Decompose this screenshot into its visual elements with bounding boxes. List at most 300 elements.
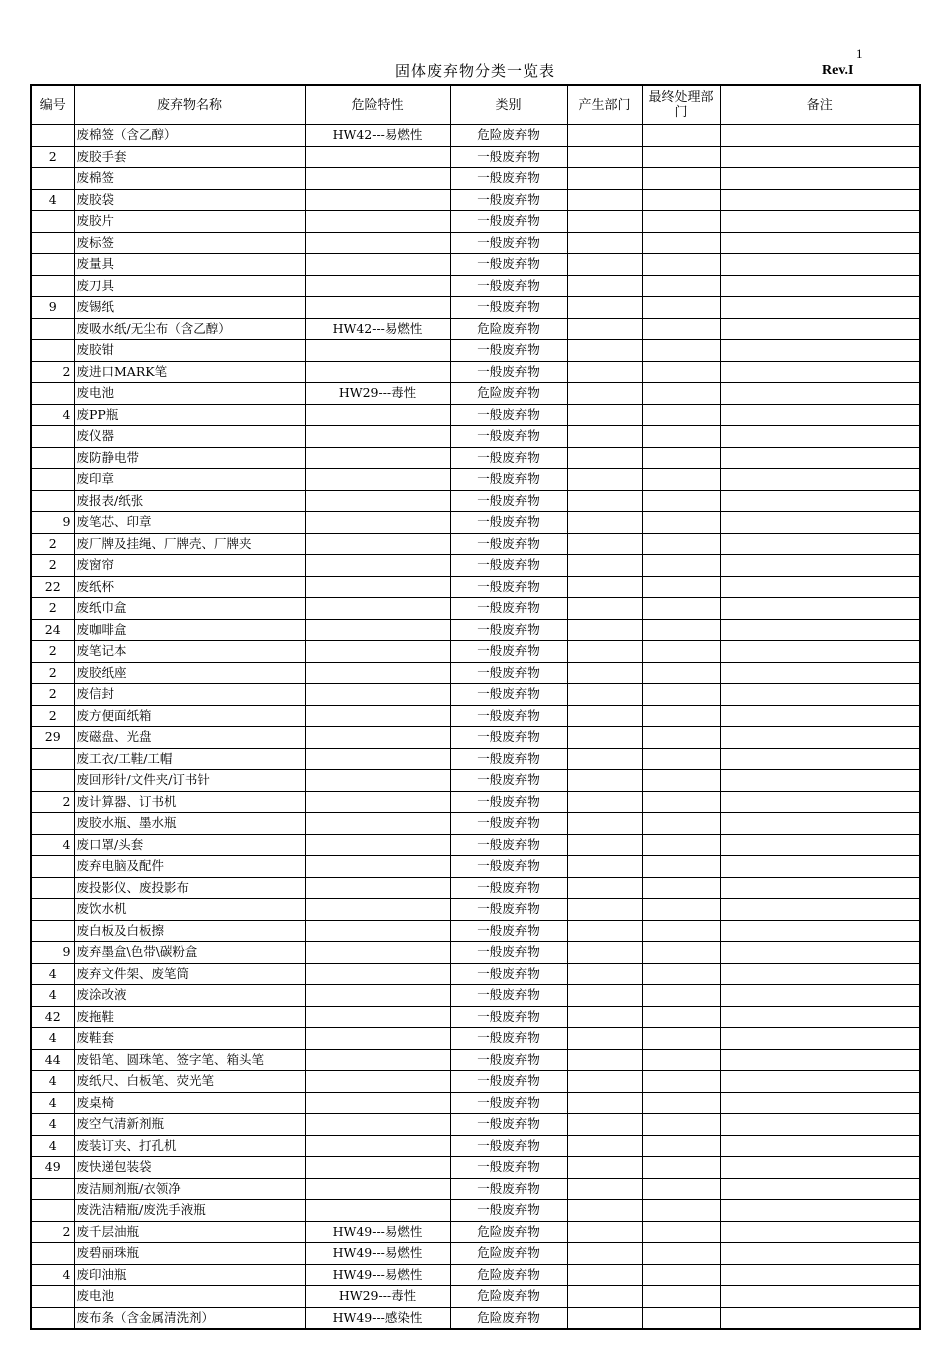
remarks: [720, 1028, 920, 1050]
waste-name: 废口罩/头套: [74, 834, 305, 856]
row-number: [31, 770, 74, 792]
producing-dept: [567, 1178, 642, 1200]
table-row: [31, 512, 920, 534]
header-row: [31, 85, 920, 125]
row-number: 2: [31, 662, 74, 684]
final-dept: [642, 1243, 720, 1265]
table-row: [31, 1264, 920, 1286]
row-number: [31, 469, 74, 491]
row-number: [31, 125, 74, 147]
hazard-property: [305, 404, 450, 426]
waste-name: 废防静电带: [74, 447, 305, 469]
waste-category: 一般废弃物: [450, 985, 567, 1007]
final-dept: [642, 318, 720, 340]
row-number: 2: [31, 146, 74, 168]
hazard-property: [305, 447, 450, 469]
hazard-property: [305, 856, 450, 878]
page-number: 1: [856, 46, 863, 61]
final-dept: [642, 211, 720, 233]
remarks: [720, 469, 920, 491]
row-number: [31, 447, 74, 469]
table-row: [31, 1243, 920, 1265]
final-dept: [642, 748, 720, 770]
hazard-property: [305, 490, 450, 512]
remarks: [720, 813, 920, 835]
final-dept: [642, 1157, 720, 1179]
waste-category: 一般废弃物: [450, 1028, 567, 1050]
producing-dept: [567, 555, 642, 577]
final-dept: [642, 447, 720, 469]
final-dept: [642, 146, 720, 168]
row-number: [31, 383, 74, 405]
waste-name: 废洁厕剂瓶/衣领净: [74, 1178, 305, 1200]
hazard-property: [305, 533, 450, 555]
final-dept: [642, 361, 720, 383]
hazard-property: [305, 469, 450, 491]
final-dept: [642, 490, 720, 512]
producing-dept: [567, 318, 642, 340]
hazard-property: [305, 297, 450, 319]
header-dept: 产生部门: [567, 85, 642, 125]
waste-name: 废胶片: [74, 211, 305, 233]
final-dept: [642, 512, 720, 534]
table-row: [31, 1092, 920, 1114]
remarks: [720, 404, 920, 426]
final-dept: [642, 404, 720, 426]
row-number: 24: [31, 619, 74, 641]
waste-category: 一般废弃物: [450, 684, 567, 706]
producing-dept: [567, 598, 642, 620]
final-dept: [642, 1135, 720, 1157]
waste-name: 废弃文件架、废笔筒: [74, 963, 305, 985]
row-number: 42: [31, 1006, 74, 1028]
row-number: 4: [31, 1071, 74, 1093]
waste-name: 废铅笔、圆珠笔、签字笔、箱头笔: [74, 1049, 305, 1071]
producing-dept: [567, 1049, 642, 1071]
final-dept: [642, 1114, 720, 1136]
remarks: [720, 1071, 920, 1093]
hazard-property: [305, 211, 450, 233]
table-row: [31, 705, 920, 727]
hazard-property: [305, 555, 450, 577]
waste-name: 废胶纸座: [74, 662, 305, 684]
producing-dept: [567, 447, 642, 469]
waste-name: 废胶水瓶、墨水瓶: [74, 813, 305, 835]
final-dept: [642, 920, 720, 942]
producing-dept: [567, 383, 642, 405]
table-row: [31, 1178, 920, 1200]
table-row: [31, 469, 920, 491]
waste-name: 废碧丽珠瓶: [74, 1243, 305, 1265]
hazard-property: [305, 985, 450, 1007]
remarks: [720, 533, 920, 555]
waste-name: 废锡纸: [74, 297, 305, 319]
final-dept: [642, 1221, 720, 1243]
remarks: [720, 1243, 920, 1265]
hazard-property: [305, 512, 450, 534]
table-row: [31, 1028, 920, 1050]
final-dept: [642, 254, 720, 276]
remarks: [720, 1006, 920, 1028]
remarks: [720, 662, 920, 684]
waste-category: 危险废弃物: [450, 1221, 567, 1243]
row-number: 4: [31, 1092, 74, 1114]
producing-dept: [567, 1307, 642, 1329]
hazard-property: [305, 834, 450, 856]
remarks: [720, 985, 920, 1007]
final-dept: [642, 662, 720, 684]
table-row: [31, 1006, 920, 1028]
hazard-property: [305, 1157, 450, 1179]
table-row: [31, 727, 920, 749]
producing-dept: [567, 662, 642, 684]
row-number: [31, 490, 74, 512]
waste-name: 废仪器: [74, 426, 305, 448]
hazard-property: [305, 254, 450, 276]
waste-category: 一般废弃物: [450, 877, 567, 899]
waste-name: 废胶手套: [74, 146, 305, 168]
table-row: [31, 189, 920, 211]
hazard-property: HW29---毒性: [305, 383, 450, 405]
final-dept: [642, 125, 720, 147]
remarks: [720, 598, 920, 620]
final-dept: [642, 383, 720, 405]
table-row: [31, 770, 920, 792]
header-category: 类别: [450, 85, 567, 125]
waste-name: 废信封: [74, 684, 305, 706]
producing-dept: [567, 426, 642, 448]
row-number: 2: [31, 705, 74, 727]
waste-name: 废磁盘、光盘: [74, 727, 305, 749]
final-dept: [642, 340, 720, 362]
table-row: [31, 576, 920, 598]
hazard-property: HW29---毒性: [305, 1286, 450, 1308]
row-number: [31, 275, 74, 297]
row-number: [31, 899, 74, 921]
waste-category: 一般废弃物: [450, 770, 567, 792]
waste-category: 一般废弃物: [450, 856, 567, 878]
hazard-property: [305, 361, 450, 383]
hazard-property: [305, 1006, 450, 1028]
waste-category: 一般废弃物: [450, 963, 567, 985]
waste-category: 一般废弃物: [450, 340, 567, 362]
table-row: [31, 533, 920, 555]
remarks: [720, 146, 920, 168]
remarks: [720, 899, 920, 921]
hazard-property: [305, 705, 450, 727]
final-dept: [642, 985, 720, 1007]
waste-name: 废吸水纸/无尘布（含乙醇）: [74, 318, 305, 340]
final-dept: [642, 1286, 720, 1308]
waste-category: 一般废弃物: [450, 189, 567, 211]
hazard-property: HW49---易燃性: [305, 1221, 450, 1243]
remarks: [720, 920, 920, 942]
producing-dept: [567, 1028, 642, 1050]
hazard-property: [305, 813, 450, 835]
final-dept: [642, 942, 720, 964]
waste-category: 一般废弃物: [450, 791, 567, 813]
waste-category: 一般废弃物: [450, 576, 567, 598]
remarks: [720, 1157, 920, 1179]
row-number: 4: [31, 963, 74, 985]
waste-category: 一般废弃物: [450, 1135, 567, 1157]
producing-dept: [567, 877, 642, 899]
waste-category: 一般废弃物: [450, 1049, 567, 1071]
waste-name: 废窗帘: [74, 555, 305, 577]
table-row: [31, 598, 920, 620]
waste-category: 危险废弃物: [450, 383, 567, 405]
producing-dept: [567, 899, 642, 921]
producing-dept: [567, 512, 642, 534]
waste-name: 废纸尺、白板笔、荧光笔: [74, 1071, 305, 1093]
header-final-dept: 最终处理部门: [642, 85, 720, 125]
producing-dept: [567, 834, 642, 856]
table-row: [31, 232, 920, 254]
hazard-property: [305, 727, 450, 749]
waste-name: 废回形针/文件夹/订书针: [74, 770, 305, 792]
producing-dept: [567, 1092, 642, 1114]
waste-category: 一般废弃物: [450, 512, 567, 534]
final-dept: [642, 727, 720, 749]
remarks: [720, 770, 920, 792]
waste-category: 一般废弃物: [450, 146, 567, 168]
producing-dept: [567, 254, 642, 276]
remarks: [720, 232, 920, 254]
row-number: 49: [31, 1157, 74, 1179]
producing-dept: [567, 404, 642, 426]
final-dept: [642, 770, 720, 792]
hazard-property: [305, 1135, 450, 1157]
table-row: [31, 1200, 920, 1222]
waste-name: 废笔芯、印章: [74, 512, 305, 534]
final-dept: [642, 813, 720, 835]
waste-category: 一般废弃物: [450, 1200, 567, 1222]
remarks: [720, 125, 920, 147]
row-number: 4: [31, 1028, 74, 1050]
waste-name: 废标签: [74, 232, 305, 254]
row-number: [31, 813, 74, 835]
table-row: [31, 146, 920, 168]
waste-category: 一般废弃物: [450, 211, 567, 233]
remarks: [720, 1286, 920, 1308]
final-dept: [642, 555, 720, 577]
waste-name: 废电池: [74, 383, 305, 405]
remarks: [720, 1114, 920, 1136]
waste-name: 废胶袋: [74, 189, 305, 211]
waste-category: 一般废弃物: [450, 275, 567, 297]
remarks: [720, 727, 920, 749]
producing-dept: [567, 1243, 642, 1265]
final-dept: [642, 168, 720, 190]
remarks: [720, 1092, 920, 1114]
remarks: [720, 426, 920, 448]
producing-dept: [567, 1135, 642, 1157]
row-number: [31, 211, 74, 233]
row-number: 9: [31, 942, 74, 964]
waste-category: 一般废弃物: [450, 232, 567, 254]
hazard-property: [305, 748, 450, 770]
waste-category: 一般废弃物: [450, 297, 567, 319]
waste-category: 一般废弃物: [450, 533, 567, 555]
table-row: [31, 1221, 920, 1243]
producing-dept: [567, 1200, 642, 1222]
waste-name: 废千层油瓶: [74, 1221, 305, 1243]
table-row: [31, 684, 920, 706]
hazard-property: [305, 146, 450, 168]
final-dept: [642, 791, 720, 813]
waste-name: 废棉签: [74, 168, 305, 190]
hazard-property: [305, 1092, 450, 1114]
producing-dept: [567, 125, 642, 147]
remarks: [720, 1135, 920, 1157]
row-number: 4: [31, 1114, 74, 1136]
row-number: [31, 1200, 74, 1222]
hazard-property: [305, 920, 450, 942]
waste-category: 一般废弃物: [450, 361, 567, 383]
waste-category: 一般废弃物: [450, 813, 567, 835]
waste-name: 废笔记本: [74, 641, 305, 663]
waste-category: 危险废弃物: [450, 318, 567, 340]
producing-dept: [567, 727, 642, 749]
waste-name: 废印油瓶: [74, 1264, 305, 1286]
waste-category: 一般废弃物: [450, 1092, 567, 1114]
hazard-property: [305, 189, 450, 211]
table-row: [31, 447, 920, 469]
final-dept: [642, 877, 720, 899]
waste-category: 一般废弃物: [450, 555, 567, 577]
producing-dept: [567, 1006, 642, 1028]
final-dept: [642, 1028, 720, 1050]
waste-category: 一般废弃物: [450, 619, 567, 641]
producing-dept: [567, 340, 642, 362]
final-dept: [642, 834, 720, 856]
remarks: [720, 1307, 920, 1329]
header-name: 废弃物名称: [74, 85, 305, 125]
waste-category: 危险废弃物: [450, 1243, 567, 1265]
final-dept: [642, 1092, 720, 1114]
remarks: [720, 168, 920, 190]
waste-name: 废印章: [74, 469, 305, 491]
hazard-property: HW49---易燃性: [305, 1264, 450, 1286]
final-dept: [642, 598, 720, 620]
row-number: [31, 254, 74, 276]
waste-name: 废布条（含金属清洗剂）: [74, 1307, 305, 1329]
waste-category: 一般废弃物: [450, 748, 567, 770]
table-row: [31, 340, 920, 362]
waste-table: [30, 84, 921, 1330]
producing-dept: [567, 576, 642, 598]
final-dept: [642, 1071, 720, 1093]
table-row: [31, 856, 920, 878]
row-number: [31, 426, 74, 448]
waste-name: 废拖鞋: [74, 1006, 305, 1028]
producing-dept: [567, 146, 642, 168]
header-no: 编号: [31, 85, 74, 125]
producing-dept: [567, 189, 642, 211]
remarks: [720, 211, 920, 233]
header-remarks: 备注: [720, 85, 920, 125]
row-number: [31, 1243, 74, 1265]
remarks: [720, 318, 920, 340]
remarks: [720, 1200, 920, 1222]
waste-name: 废咖啡盒: [74, 619, 305, 641]
final-dept: [642, 1264, 720, 1286]
table-row: [31, 1157, 920, 1179]
hazard-property: [305, 963, 450, 985]
waste-category: 一般废弃物: [450, 426, 567, 448]
producing-dept: [567, 297, 642, 319]
producing-dept: [567, 705, 642, 727]
waste-name: 废桌椅: [74, 1092, 305, 1114]
waste-category: 一般废弃物: [450, 662, 567, 684]
final-dept: [642, 963, 720, 985]
producing-dept: [567, 942, 642, 964]
hazard-property: [305, 942, 450, 964]
waste-category: 危险废弃物: [450, 1286, 567, 1308]
hazard-property: [305, 791, 450, 813]
waste-name: 废鞋套: [74, 1028, 305, 1050]
final-dept: [642, 1006, 720, 1028]
row-number: [31, 748, 74, 770]
table-row: [31, 641, 920, 663]
hazard-property: [305, 598, 450, 620]
table-row: [31, 361, 920, 383]
remarks: [720, 275, 920, 297]
hazard-property: HW42---易燃性: [305, 125, 450, 147]
waste-category: 一般废弃物: [450, 1178, 567, 1200]
table-row: [31, 985, 920, 1007]
final-dept: [642, 705, 720, 727]
producing-dept: [567, 232, 642, 254]
waste-name: 废投影仪、废投影布: [74, 877, 305, 899]
waste-name: 废弃电脑及配件: [74, 856, 305, 878]
row-number: 29: [31, 727, 74, 749]
final-dept: [642, 426, 720, 448]
hazard-property: [305, 877, 450, 899]
table-row: [31, 877, 920, 899]
waste-category: 一般废弃物: [450, 168, 567, 190]
remarks: [720, 877, 920, 899]
final-dept: [642, 899, 720, 921]
remarks: [720, 684, 920, 706]
remarks: [720, 340, 920, 362]
row-number: 22: [31, 576, 74, 598]
producing-dept: [567, 813, 642, 835]
table-row: [31, 168, 920, 190]
waste-name: 废弃墨盒\色带\碳粉盒: [74, 942, 305, 964]
waste-category: 危险废弃物: [450, 1307, 567, 1329]
producing-dept: [567, 490, 642, 512]
producing-dept: [567, 275, 642, 297]
row-number: [31, 168, 74, 190]
waste-category: 一般废弃物: [450, 447, 567, 469]
final-dept: [642, 576, 720, 598]
revision-label: Rev.I: [822, 63, 854, 78]
final-dept: [642, 1178, 720, 1200]
final-dept: [642, 189, 720, 211]
header-hazard: 危险特性: [305, 85, 450, 125]
table-row: [31, 275, 920, 297]
hazard-property: [305, 1114, 450, 1136]
table-row: [31, 1286, 920, 1308]
remarks: [720, 576, 920, 598]
producing-dept: [567, 641, 642, 663]
row-number: 4: [31, 404, 74, 426]
producing-dept: [567, 963, 642, 985]
waste-category: 一般废弃物: [450, 1114, 567, 1136]
row-number: 2: [31, 533, 74, 555]
table-row: [31, 813, 920, 835]
